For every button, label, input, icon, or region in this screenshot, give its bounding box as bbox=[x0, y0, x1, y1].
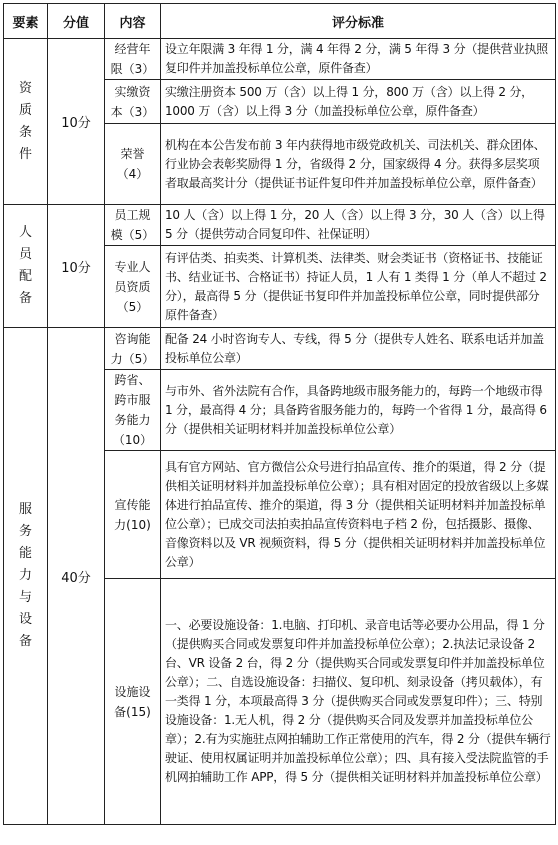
table-row bbox=[4, 205, 556, 246]
content-cell: 咨询能力（5） bbox=[105, 328, 161, 370]
element-label: 服务能力与设备 bbox=[18, 502, 32, 649]
table-row bbox=[4, 39, 556, 80]
content-cell: 设施设备(15) bbox=[105, 579, 161, 825]
header-element: 要素 bbox=[4, 4, 48, 39]
score-cell-staffing: 10分 bbox=[48, 205, 105, 328]
table-row bbox=[4, 328, 556, 370]
criteria-cell: 与市外、省外法院有合作，具备跨地级市服务能力的，每跨一个地级市得 1 分，最高得 4 分；具备跨省服务能力的，每跨一个省得 1 分，最高得 6 分（提供相关证明材料并加盖投标单位公章） bbox=[161, 370, 556, 451]
header-content: 内容 bbox=[105, 4, 161, 39]
criteria-cell: 具有官方网站、官方微信公众号进行拍品宣传、推介的渠道，得 2 分（提供相关证明材料并加盖投标单位公章）；具有相对固定的投放省级以上多媒体进行拍品宣传、推介的渠道，得 3 分（提供相关证明材料并加盖投标单位公章）；已成交司法拍卖拍品宣传资料电子档 2 份，包括摄影、摄像、音像资料以及 VR 视频资料，得 5 分（提供相关证明材料并加盖投标单位公章） bbox=[161, 451, 556, 579]
element-label: 人员配备 bbox=[18, 225, 32, 306]
header-criteria: 评分标准 bbox=[161, 4, 556, 39]
content-cell: 经营年限（3） bbox=[105, 39, 161, 80]
header-score: 分值 bbox=[48, 4, 105, 39]
element-label: 资质条件 bbox=[18, 80, 32, 162]
criteria-cell: 实缴注册资本 500 万（含）以上得 1 分，800 万（含）以上得 2 分，1000 万（含）以上得 3 分（加盖投标单位公章，原件备查） bbox=[161, 80, 556, 124]
element-cell-staffing bbox=[4, 205, 48, 328]
content-cell: 员工规模（5） bbox=[105, 205, 161, 246]
score-cell-qualification: 10分 bbox=[48, 39, 105, 205]
score-cell-service: 40分 bbox=[48, 328, 105, 825]
element-cell-qualification bbox=[4, 39, 48, 205]
scoring-table bbox=[3, 3, 556, 825]
criteria-cell: 一、必要设施设备：1.电脑、打印机、录音电话等必要办公用品，得 1 分（提供购买合同或发票复印件并加盖投标单位公章）；2.执法记录设备 2 台、VR 设备 2 台，得 2 分（提供购买合同或发票复印件并加盖投标单位公章）；二、自选设施设备：扫描仪、复印机、刻录设备（拷贝载体），有一类得 1 分，本项最高得 3 分（提供购买合同或发票复印件）；三、特别设施设备：1.无人机，得 2 分（提供购买合同及发票并加盖投标单位公章）；2.有为实施驻点网拍辅助工作正常使用的汽车，得 2 分（提供车辆行驶证、使用权属证明并加盖投标单位公章）；四、具有接入受法院监管的手机网拍辅助工作 APP，得 5 分（提供相关证明材料并加盖投标单位公章） bbox=[161, 579, 556, 825]
criteria-cell: 配备 24 小时咨询专人、专线，得 5 分（提供专人姓名、联系电话并加盖投标单位公章） bbox=[161, 328, 556, 370]
criteria-cell: 有评估类、拍卖类、计算机类、法律类、财会类证书（资格证书、技能证书、结业证书、合格证书）持证人员，1 人有 1 类得 1 分（单人不超过 2 分），最高得 5 分（提供证书复印件并加盖投标单位公章，同时提供部分原件备查） bbox=[161, 246, 556, 328]
content-cell: 实缴资本（3） bbox=[105, 80, 161, 124]
content-cell: 荣誉（4） bbox=[105, 124, 161, 205]
criteria-cell: 机构在本公告发布前 3 年内获得地市级党政机关、司法机关、群众团体、行业协会表彰奖励得 1 分，省级得 2 分，国家级得 4 分。获得多层奖项者取最高奖计分（提供证书证件复印件并加盖投标单位公章，原件备查） bbox=[161, 124, 556, 205]
content-cell: 跨省、跨市服务能力（10） bbox=[105, 370, 161, 451]
content-cell: 宣传能力(10) bbox=[105, 451, 161, 579]
criteria-cell: 10 人（含）以上得 1 分，20 人（含）以上得 3 分，30 人（含）以上得 5 分（提供劳动合同复印件、社保证明） bbox=[161, 205, 556, 246]
element-cell-service bbox=[4, 328, 48, 825]
criteria-cell: 设立年限满 3 年得 1 分，满 4 年得 2 分，满 5 年得 3 分（提供营业执照复印件并加盖投标单位公章，原件备查） bbox=[161, 39, 556, 80]
content-cell: 专业人员资质（5） bbox=[105, 246, 161, 328]
header-row bbox=[4, 4, 556, 39]
